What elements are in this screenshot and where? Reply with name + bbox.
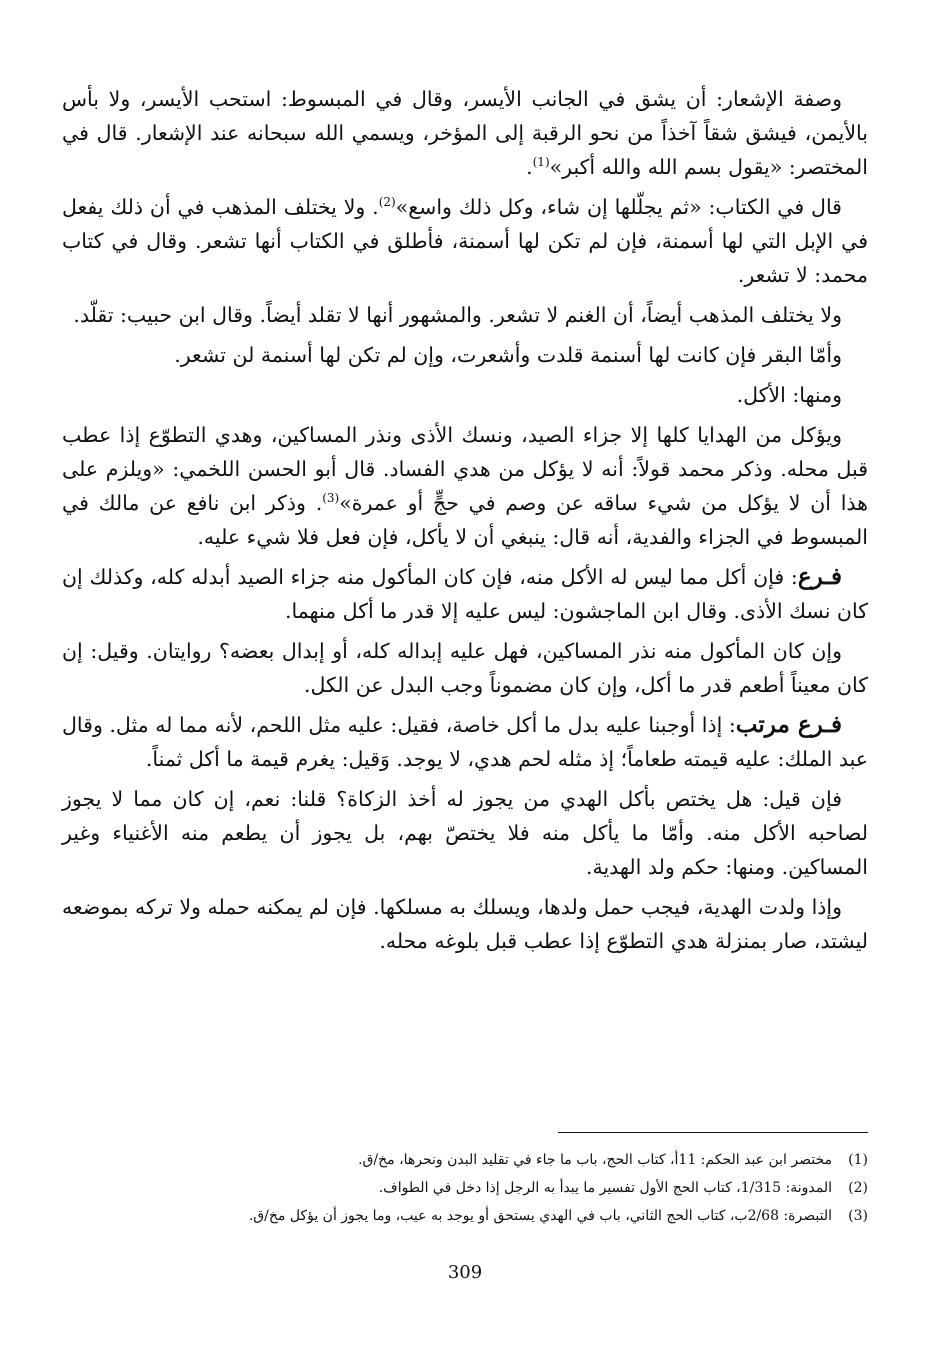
ordered-branch-label: فـرع مرتب (735, 711, 843, 738)
footnote-text: التبصرة: 2/68ب، كتاب الحج الثاني، باب في الهدي يستحق أو يوجد به عيب، وما يجوز أن يؤكل مخ/ق. (248, 1208, 832, 1224)
footnote-number: (2) (848, 1180, 868, 1196)
footnote-ref-3[interactable]: (3) (322, 491, 340, 506)
footnote-3 (62, 1202, 868, 1230)
paragraph-cattle: وأمّا البقر فإن كانت لها أسنمة قلدت وأشعرت، وإن لم تكن لها أسنمة لن تشعر. (174, 343, 842, 367)
section-heading-eating: ومنها: الأكل. (736, 383, 842, 407)
paragraph-eating: ويؤكل من الهدايا كلها إلا جزاء الصيد، ونسك الأذى ونذر المساكين، وهدي التطوّع إذا عطب قبل محله. وذكر محمد قولاً: أنه لا يؤكل من هدي الفساد. قال أبو الحسن اللخمي: «ويلزم على هذا أن لا يؤكل من شيء ساقه عن وصم في حجٍّ أو عمرة»$^{(3)}$. وذكر ابن نافع عن مالك في المبسوط في الجزاء والفدية، أنه قال: ينبغي أن لا يأكل، فإن فعل فلا شيء عليه. (62, 423, 868, 549)
paragraph-sheep: ولا يختلف المذهب أيضاً، أن الغنم لا تشعر. والمشهور أنها لا تقلد أيضاً. وقال ابن حبيب: تقلّد. (73, 303, 842, 327)
paragraph-ish'ar-method: وصفة الإشعار: أن يشق في الجانب الأيسر، وقال في المبسوط: استحب الأيسر، ولا بأس بالأيمن، فيشق شقاً آخذاً من نحو الرقبة إلى المؤخر، ويسمي الله سبحانه عند الإشعار. قال في المختصر: «يقول بسم الله والله أكبر»$^{(1)}$. (62, 87, 868, 179)
footnote-ref-2[interactable]: (2) (378, 195, 396, 210)
footnote-divider (558, 1132, 868, 1133)
paragraph-branch: فـرع: فإن أكل مما ليس له الأكل منه، فإن كان المأكول منه جزاء الصيد أبدله كله، وكذلك إن كان نسك الأذى. وقال ابن الماجشون: ليس عليه إلا قدر ما أكل منهما. (62, 563, 868, 623)
paragraph-covering: قال في الكتاب: «ثم يجلّلها إن شاء، وكل ذلك واسع»$^{(2)}$. ولا يختلف المذهب في أن ذلك يفعل في الإبل التي لها أسمنة، فإن لم تكن لها أسمنة، فأطلق في الكتاب أنها تشعر. وقال في كتاب محمد: لا تشعر. (62, 195, 868, 287)
footnote-number: (1) (848, 1152, 868, 1168)
paragraph-zakat-question: فإن قيل: هل يختص بأكل الهدي من يجوز له أخذ الزكاة؟ قلنا: نعم، إن كان مما لا يجوز لصاحبه الأكل منه. وأمّا ما يأكل منه فلا يختصّ بهم، بل يجوز أن يطعم منه الأغنياء وغير المساكين. ومنها: حكم ولد الهدية. (62, 787, 868, 879)
paragraph-offspring: وإذا ولدت الهدية، فيجب حمل ولدها، ويسلك به مسلكها. فإن لم يمكنه حمله ولا تركه بموضعه ليشتد، صار بمنزلة هدي التطوّع إذا عطب قبل بلوغه محله. (62, 895, 868, 953)
footnote-ref-1[interactable]: (1) (532, 155, 550, 170)
main-text (62, 82, 868, 964)
footnotes (62, 1146, 868, 1230)
footnote-number: (3) (848, 1208, 868, 1224)
footnote-text: المدونة: 1/315، كتاب الحج الأول تفسير ما يبدأ به الرجل إذا دخل في الطواف. (378, 1180, 832, 1196)
paragraph-vow: وإن كان المأكول منه نذر المساكين، فهل عليه إبداله كله، أو إبدال بعضه؟ روايتان. وقيل: إن كان معيناً أطعم قدر ما أكل، وإن كان مضموناً وجب البدل عن الكل. (62, 639, 868, 697)
page-number: 309 (447, 1262, 483, 1283)
paragraph-ordered-branch: فـرع مرتب: إذا أوجبنا عليه بدل ما أكل خاصة، فقيل: عليه مثل اللحم، لأنه مما له مثل. وقال عبد الملك: عليه قيمته طعاماً؛ إذ مثله لحم هدي، لا يوجد. وَقيل: يغرم قيمة ما أكل ثمناً. (62, 711, 868, 771)
footnote-text: مختصر ابن عبد الحكم: 11أ، كتاب الحج، باب ما جاء في تقليد البدن ونحرها، مخ/ق. (358, 1152, 832, 1168)
footnote-2 (62, 1174, 868, 1202)
branch-label: فـرع (797, 563, 842, 590)
footnote-1 (62, 1146, 868, 1174)
